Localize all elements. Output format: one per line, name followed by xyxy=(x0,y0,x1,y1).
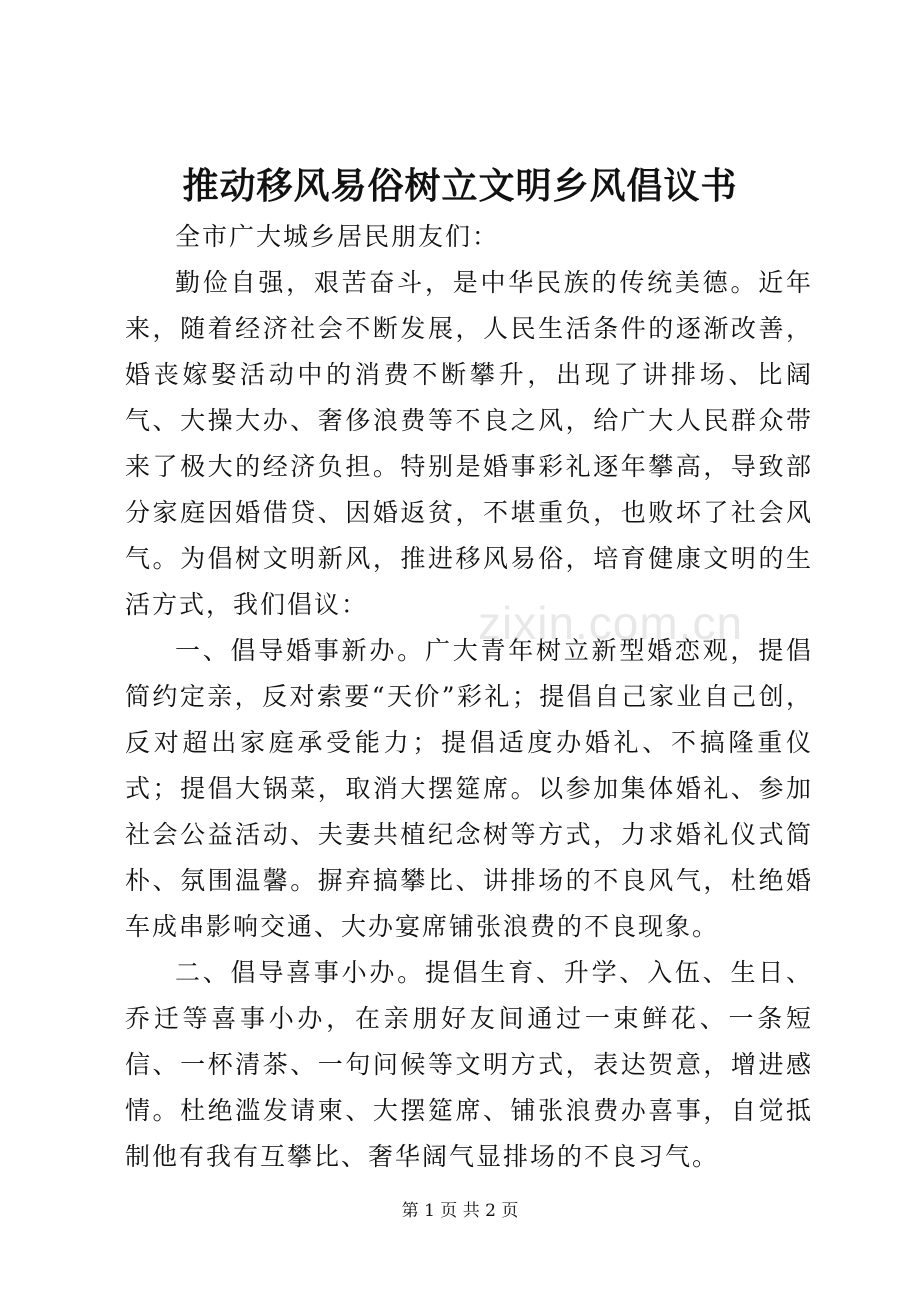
watermark: zixin.com.cn xyxy=(478,597,744,649)
paragraph-celebrations: 二、倡导喜事小办。提倡生育、升学、入伍、生日、乔迁等喜事小办，在亲朋好友间通过一束鲜花、一条短信、一杯清茶、一句问候等文明方式，表达贺意，增进感情。杜绝滥发请柬、大摆筵席、铺张浪费办喜事，自觉抵制他有我有互攀比、奢华阔气显排场的不良习气。 xyxy=(125,958,813,1171)
page-footer: 第 1 页 共 2 页 xyxy=(401,1201,519,1221)
salutation: 全市广大城乡居民朋友们： xyxy=(175,222,500,251)
document-title: 推动移风易俗树立文明乡风倡议书 xyxy=(182,165,738,207)
paragraph-intro: 勤俭自强，艰苦奋斗，是中华民族的传统美德。近年来，随着经济社会不断发展，人民生活条件的逐渐改善，婚丧嫁娶活动中的消费不断攀升，出现了讲排场、比阔气、大操大办、奢侈浪费等不良之风，给广大人民群众带来了极大的经济负担。特别是婚事彩礼逐年攀高，导致部分家庭因婚借贷、因婚返贫，不堪重负，也败坏了社会风气。为倡树文明新风，推进移风易俗，培育健康文明的生活方式，我们倡议： xyxy=(125,268,813,619)
paragraph-wedding: 一、倡导婚事新办。广大青年树立新型婚恋观，提倡简约定亲，反对索要“天价”彩礼；提倡自己家业自己创，反对超出家庭承受能力；提倡适度办婚礼、不搞隆重仪式；提倡大锅菜，取消大摆筵席。以参加集体婚礼、参加社会公益活动、夫妻共植纪念树等方式，力求婚礼仪式简朴、氛围温馨。摒弃搞攀比、讲排场的不良风气，杜绝婚车成串影响交通、大办宴席铺张浪费的不良现象。 xyxy=(125,636,813,941)
document-body xyxy=(125,214,813,1180)
